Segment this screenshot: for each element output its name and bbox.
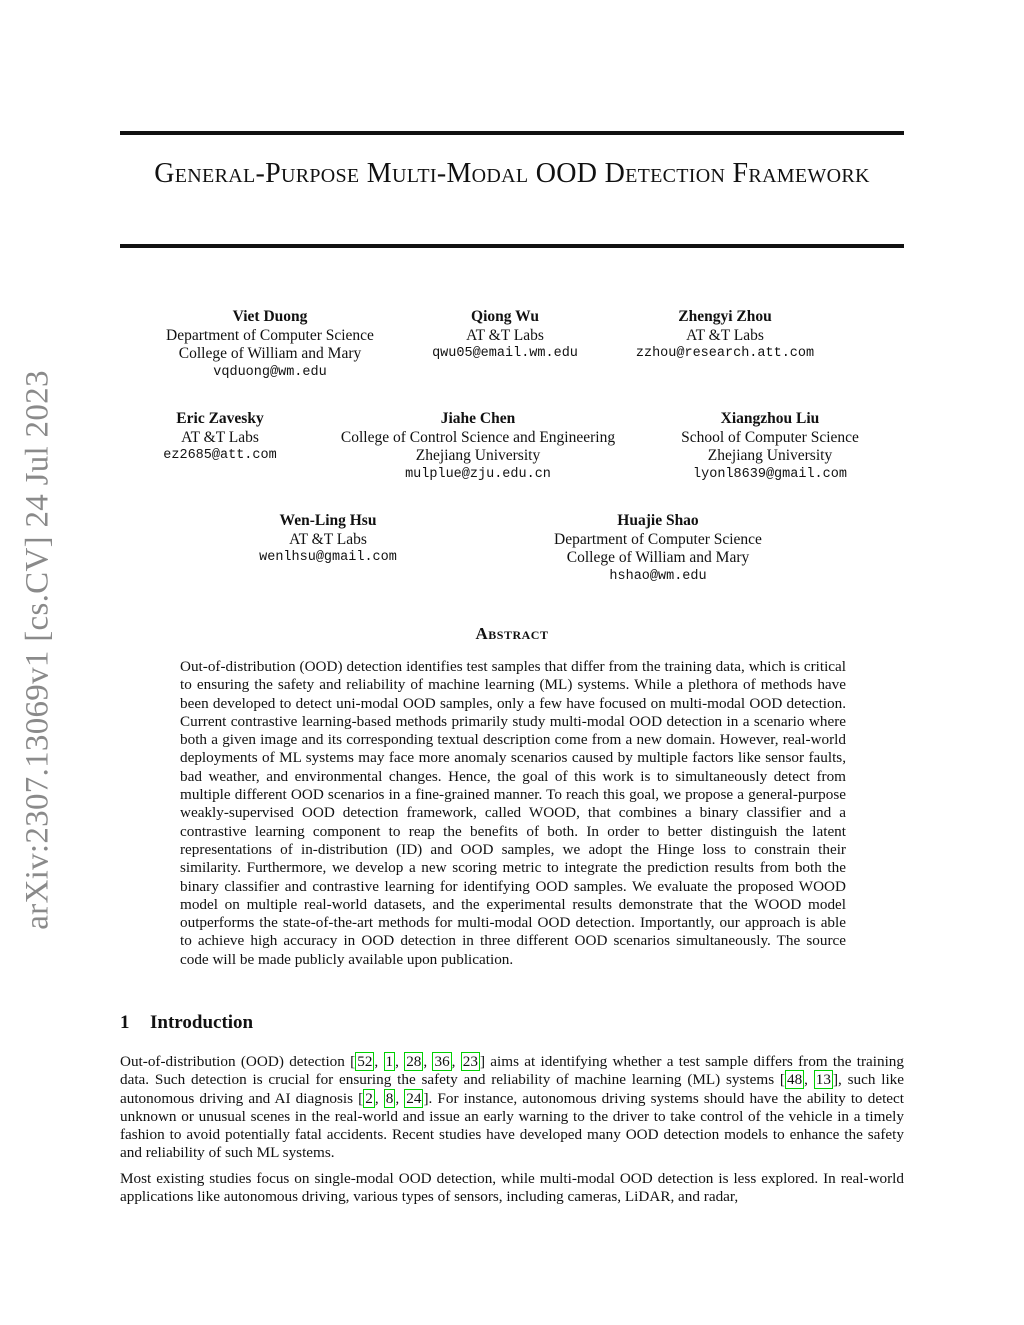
author-block [318,410,638,484]
paper-title: General-Purpose Multi-Modal OOD Detection Framework [154,158,870,189]
author-email[interactable]: zzhou@research.att.com [635,346,815,361]
citation-link[interactable]: 13 [815,1071,831,1089]
author-name: Wen-Ling Hsu [279,512,377,529]
intro-paragraph-1: Out-of-distribution (OOD) detection [ 52 , 1 , 28 , 36 , 23 ] aims at identifying whether a test sample differs from the training data. Such detection is crucial for ensuring the safety and reliability of machine learning (ML) systems [ 48 , 13 ], such like autonomous driving and AI diagnosis [ 2 , 8 , 24 ]. For instance, autonomous driving systems should have the ability to detect unknown or unusual scenes in the real-world and issue an early warning to the driver to take control of the vehicle in a timely fashion to avoid potentially fatal accidents. Recent studies have developed many OOD detection models to enhance the safety and reliability of such ML systems. [120,1053,905,1162]
author-affiliation: AT &T Labs [289,530,367,548]
author-name: Qiong Wu [471,308,539,325]
citation-link[interactable]: 1 [385,1053,394,1070]
intro-text: aims at identifying whether a test sample differs from the training data. Such detection is crucial for ensuring the safety and reliability of machine learning (ML) systems [120,1053,904,1089]
author-affiliation: School of Computer Science [681,428,859,446]
section-title: Introduction [150,1012,254,1033]
author-name: Jiahe Chen [440,410,516,427]
citation-link[interactable]: 28 [406,1053,422,1070]
author-affiliation: AT &T Labs [466,326,544,344]
citation-link[interactable]: 24 [406,1089,422,1107]
author-name: Xiangzhou Liu [720,410,820,427]
citation-link[interactable]: 2 [365,1089,373,1107]
title-rule-top [120,131,904,135]
citation-link[interactable]: 36 [434,1053,450,1070]
citation-link[interactable]: 8 [385,1089,394,1107]
arxiv-stamp [8,360,68,940]
citation-link[interactable]: 48 [786,1071,803,1089]
title-rule-bottom [120,244,904,248]
intro-text: . For instance, autonomous driving systems should have the ability to detect unknown or unusual scenes in the real-world and issue an early warning to the driver to take control of the vehicle in a timely fashion to avoid potentially fatal accidents. Recent studies have developed many OOD detection models to enhance the safety and reliability of such ML systems. [120,1089,905,1162]
author-block [530,512,786,586]
author-affiliation: College of William and Mary [566,549,750,566]
author-affiliation: College of Control Science and Engineering [340,428,616,446]
author-block [140,308,400,382]
author-name: Zhengyi Zhou [678,308,772,325]
author-name: Eric Zavesky [176,410,264,427]
author-email[interactable]: mulplue@zju.edu.cn [405,466,551,482]
citation-link[interactable]: 23 [462,1053,478,1070]
author-block [610,308,840,364]
author-email[interactable]: ez2685@att.com [163,448,277,463]
section-heading [120,1012,253,1034]
intro-paragraph-2: Most existing studies focus on single-modal OOD detection, while multi-modal OOD detection is less explored. In real-world applications like autonomous driving, various types of sensors, including cameras, LiDAR, and radar, [120,1170,904,1206]
author-affiliation: Department of Computer Science [166,326,374,344]
author-affiliation: AT &T Labs [181,428,259,446]
author-affiliation: AT &T Labs [686,326,764,344]
author-affiliation: Department of Computer Science [554,530,762,548]
author-block [400,308,610,364]
author-affiliation: Zhejiang University [707,447,833,464]
abstract-heading: Abstract [475,624,549,643]
intro-text: , such like autonomous driving and AI diagnosis [120,1071,904,1107]
author-affiliation: Zhejiang University [415,447,541,464]
abstract-text: Out-of-distribution (OOD) detection identifies test samples that differ from the training data, which is critical to ensuring the safety and reliability of machine learning (ML) systems. While a plethora of methods have been developed to detect uni-modal OOD samples, only a few have focused on multi-modal OOD detection. Current contrastive learning-based methods primarily study multi-modal OOD detection in a scenario where both a given image and its corresponding textual description come from a new domain. However, real-world deployments of ML systems may face more anomaly scenarios caused by multiple factors like sensor faults, bad weather, and environmental changes. Hence, the goal of this work is to simultaneously detect from multiple different OOD scenarios in a fine-grained manner. To reach this goal, we propose a general-purpose weakly-supervised OOD detection framework, called WOOD, that combines a binary classifier and a contrastive learning component to reap the benefits of both. In order to better distinguish the latent representations of in-distribution (ID) and OOD samples, we adopt the Hinge loss to constrain their similarity. Furthermore, we develop a new scoring metric to integrate the prediction results from both the binary classifier and contrastive learning for identifying OOD samples. We evaluate the proposed WOOD model on multiple real-world datasets, and the experimental results demonstrate that the WOOD model outperforms the state-of-the-art methods for multi-modal OOD detection. Importantly, our approach is able to achieve high accuracy in OOD detection in three different OOD scenarios simultaneously. The source code will be made publicly available upon publication. [180,658,846,968]
arxiv-identifier[interactable]: arXiv:2307.13069v1 [cs.CV] 24 Jul 2023 [19,370,56,930]
author-block [238,512,418,568]
author-email[interactable]: qwu05@email.wm.edu [432,346,578,361]
section-number: 1 [120,1012,130,1033]
author-block [660,410,880,484]
author-name: Viet Duong [232,308,308,325]
author-email[interactable]: wenlhsu@gmail.com [259,550,397,565]
author-email[interactable]: hshao@wm.edu [609,568,707,584]
author-email[interactable]: lyonl8639@gmail.com [693,466,847,482]
author-email[interactable]: vqduong@wm.edu [213,364,327,380]
intro-text: Out-of-distribution (OOD) detection [120,1053,351,1070]
author-affiliation: College of William and Mary [178,345,362,362]
author-name: Huajie Shao [617,512,699,529]
citation-link[interactable]: 52 [357,1053,373,1070]
author-block [140,410,300,466]
